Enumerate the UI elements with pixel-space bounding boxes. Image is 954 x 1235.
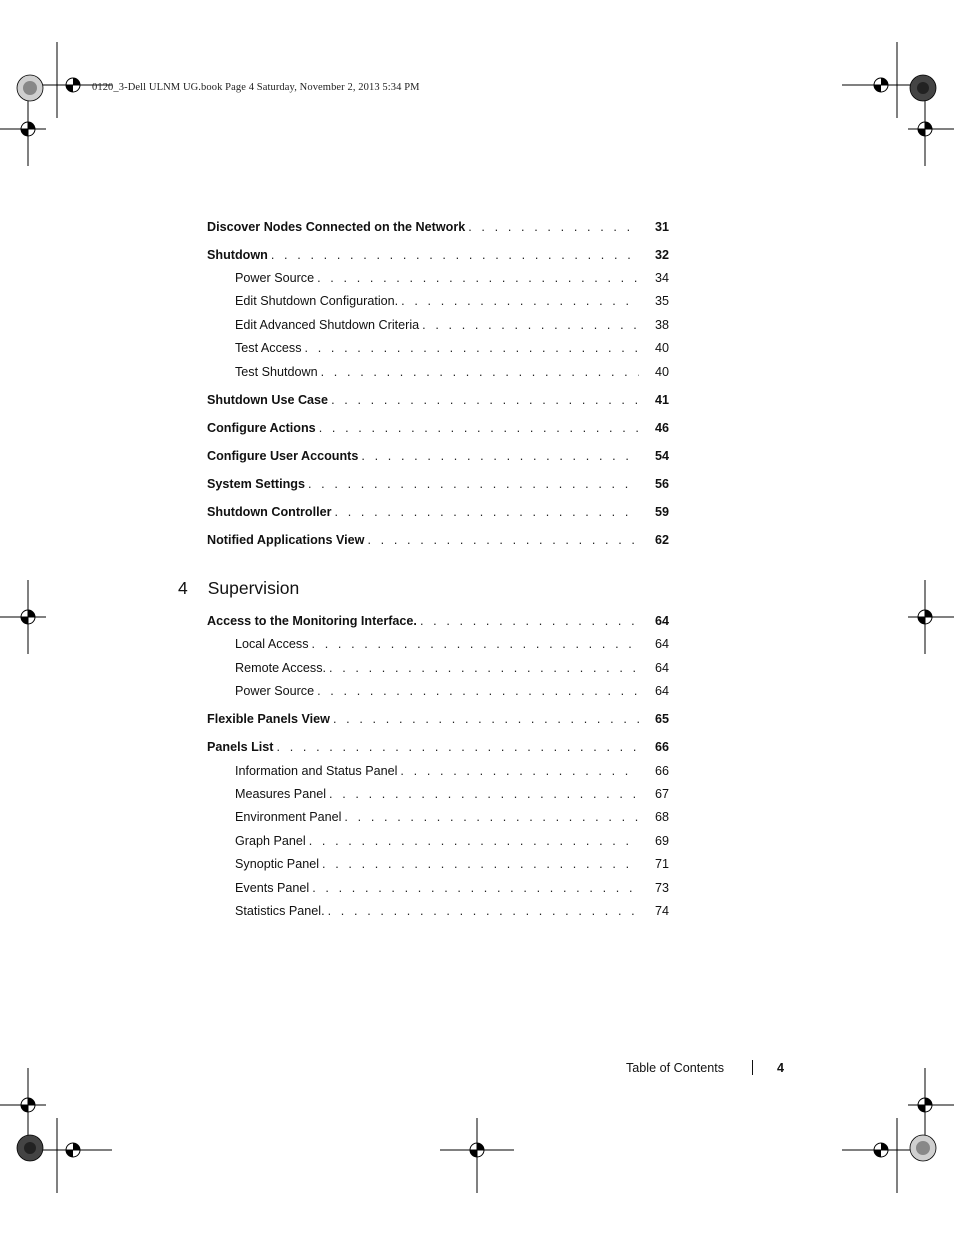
- toc-entry[interactable]: [207, 475, 669, 493]
- toc-entry-page: 69: [655, 834, 670, 848]
- toc-entry-label: Power Source: [235, 271, 315, 285]
- printer-header: 0120_3-Dell ULNM UG.book Page 4 Saturday, November 2, 2013 5:34 PM: [92, 82, 420, 93]
- toc-leader-dots: [326, 659, 639, 677]
- chapter-heading: [178, 578, 299, 599]
- toc-leader-dots: [268, 246, 639, 264]
- toc-entry-label: Edit Advanced Shutdown Criteria: [235, 318, 420, 332]
- toc-entry-page: 64: [655, 684, 670, 698]
- toc-entry-page: 56: [655, 477, 670, 491]
- toc-entry-page: 66: [655, 740, 670, 754]
- toc-entry[interactable]: [207, 503, 669, 521]
- toc-entry-page: 54: [655, 449, 670, 463]
- toc-entry-page: 64: [655, 614, 670, 628]
- toc-entry-page: 67: [655, 787, 670, 801]
- toc-leader-dots: [465, 218, 639, 236]
- toc-leader-dots: [309, 635, 639, 653]
- toc-entry[interactable]: [207, 218, 669, 236]
- toc-leader-dots: [332, 503, 639, 521]
- toc-entry-label: Edit Shutdown Configuration.: [235, 294, 399, 308]
- toc-entry-page: 64: [655, 661, 670, 675]
- toc-leader-dots: [398, 292, 639, 310]
- toc-entry-label: Statistics Panel.: [235, 904, 325, 918]
- toc-entry-label: Environment Panel: [235, 810, 342, 824]
- toc-entry[interactable]: [235, 316, 669, 334]
- toc-entry-label: System Settings: [207, 477, 305, 491]
- toc-entry-label: Shutdown Controller: [207, 505, 332, 519]
- toc-leader-dots: [318, 363, 639, 381]
- toc-leader-dots: [417, 612, 639, 630]
- toc-entry[interactable]: [235, 635, 669, 653]
- toc-entry-page: 38: [655, 318, 670, 332]
- toc-entry[interactable]: [235, 832, 669, 850]
- toc-entry-label: Shutdown Use Case: [207, 393, 329, 407]
- footer-section-title: Table of Contents: [626, 1060, 725, 1075]
- toc-leader-dots: [314, 682, 639, 700]
- toc-leader-dots: [274, 738, 640, 756]
- footer-page-number: 4: [777, 1060, 785, 1075]
- toc-entry[interactable]: [207, 710, 669, 728]
- footer-separator: [752, 1060, 753, 1075]
- toc-entry[interactable]: [207, 531, 669, 549]
- toc-leader-dots: [419, 316, 639, 334]
- toc-entry[interactable]: [235, 879, 669, 897]
- toc-entry[interactable]: [207, 419, 669, 437]
- toc-entry-page: 40: [655, 341, 670, 355]
- toc-entry-label: Notified Applications View: [207, 533, 365, 547]
- toc-entry[interactable]: [207, 447, 669, 465]
- toc-leader-dots: [314, 269, 639, 287]
- toc-leader-dots: [328, 391, 639, 409]
- toc-entry-label: Access to the Monitoring Interface.: [207, 614, 417, 628]
- toc-entry[interactable]: [235, 808, 669, 826]
- toc-entry[interactable]: [235, 363, 669, 381]
- toc-entry-label: Flexible Panels View: [207, 712, 330, 726]
- toc-entry[interactable]: [235, 785, 669, 803]
- toc-entry[interactable]: [235, 762, 669, 780]
- toc-entry-page: 65: [655, 712, 670, 726]
- chapter-title: Supervision: [207, 578, 300, 598]
- toc-entry[interactable]: [207, 738, 669, 756]
- toc-entry-page: 73: [655, 881, 670, 895]
- toc-entry-page: 41: [655, 393, 670, 407]
- toc-entry-page: 35: [655, 294, 670, 308]
- toc-entry-page: 32: [655, 248, 670, 262]
- toc-entry-label: Synoptic Panel: [235, 857, 320, 871]
- chapter-number: 4: [178, 578, 188, 598]
- toc-leader-dots: [325, 902, 639, 920]
- toc-entry-page: 68: [655, 810, 670, 824]
- page-footer: [626, 1060, 784, 1075]
- toc-entry-label: Remote Access.: [235, 661, 326, 675]
- toc-entry-label: Local Access: [235, 637, 309, 651]
- toc-leader-dots: [326, 785, 639, 803]
- toc-entry-label: Graph Panel: [235, 834, 306, 848]
- toc-leader-dots: [305, 475, 639, 493]
- toc-entry[interactable]: [207, 246, 669, 264]
- toc-entry-label: Test Shutdown: [235, 365, 318, 379]
- toc-leader-dots: [364, 531, 639, 549]
- toc-entry-label: Test Access: [235, 341, 302, 355]
- toc-entry-label: Events Panel: [235, 881, 310, 895]
- toc-entry-page: 66: [655, 764, 670, 778]
- toc-entry[interactable]: [235, 902, 669, 920]
- toc-entry-label: Panels List: [207, 740, 274, 754]
- toc-entry-label: Configure User Accounts: [207, 449, 359, 463]
- toc-entry-page: 46: [655, 421, 670, 435]
- toc-entry-label: Discover Nodes Connected on the Network: [207, 220, 466, 234]
- toc-entry-page: 71: [655, 857, 670, 871]
- toc-leader-dots: [397, 762, 639, 780]
- toc-entry-label: Power Source: [235, 684, 315, 698]
- toc-entry[interactable]: [235, 659, 669, 677]
- toc-leader-dots: [358, 447, 639, 465]
- toc-entry-page: 74: [655, 904, 670, 918]
- toc-entry[interactable]: [235, 269, 669, 287]
- toc-entry-label: Shutdown: [207, 248, 268, 262]
- toc-entry-label: Configure Actions: [207, 421, 316, 435]
- toc-entry-page: 34: [655, 271, 670, 285]
- toc-entry-label: Information and Status Panel: [235, 764, 398, 778]
- toc-leader-dots: [309, 879, 639, 897]
- toc-entry-page: 62: [655, 533, 670, 547]
- toc-entry[interactable]: [207, 391, 669, 409]
- toc-leader-dots: [316, 419, 639, 437]
- toc-entry-page: 64: [655, 637, 670, 651]
- toc-leader-dots: [302, 339, 640, 357]
- toc-leader-dots: [319, 855, 639, 873]
- toc-entry[interactable]: [235, 292, 669, 310]
- toc-leader-dots: [306, 832, 639, 850]
- toc-entry[interactable]: [207, 612, 669, 630]
- toc-entry[interactable]: [235, 339, 669, 357]
- toc-entry[interactable]: [235, 855, 669, 873]
- toc-entry[interactable]: [235, 682, 669, 700]
- toc-entry-page: 40: [655, 365, 670, 379]
- toc-entry-label: Measures Panel: [235, 787, 327, 801]
- toc-entry-page: 31: [655, 220, 670, 234]
- toc-leader-dots: [341, 808, 639, 826]
- toc-entry-page: 59: [655, 505, 670, 519]
- toc-leader-dots: [330, 710, 639, 728]
